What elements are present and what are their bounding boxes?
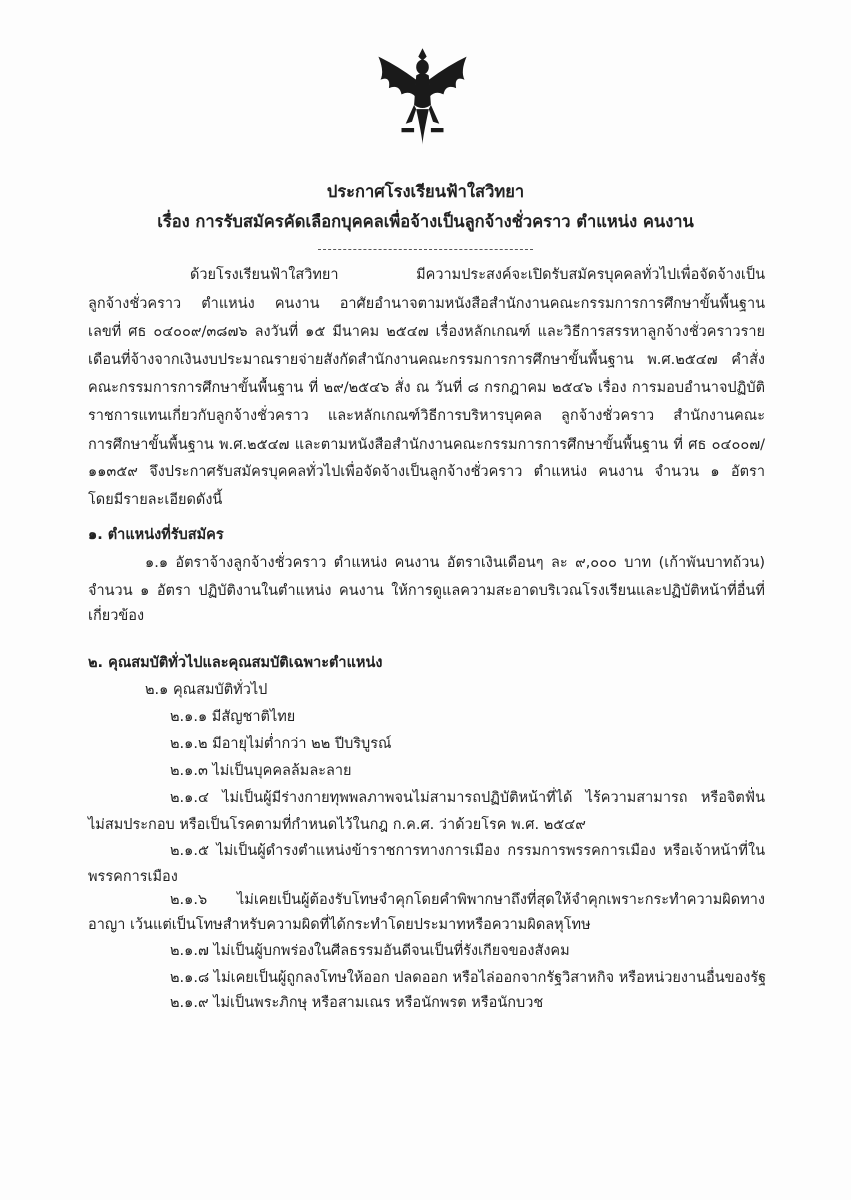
- intro-line: เลขที่ ศธ ๐๔๐๐๙/๓๘๗๖ ลงวันที่ ๑๕ มีนาคม ๒๕๔๗ เรื่องหลักเกณฑ์ และวิธีการสรรหาลูกจ้างชั่วคราวราย: [88, 324, 765, 340]
- section-2-line: อาญา เว้นแต่เป็นโทษสำหรับความผิดที่ได้กระทำโดยประมาทหรือความผิดลหุโทษ: [88, 917, 591, 933]
- intro-line: ๑๑๓๕๙ จึงประกาศรับสมัครบุคคลทั่วไปเพื่อจัดจ้างเป็นลูกจ้างชั่วคราว ตำแหน่ง คนงาน จำนวน ๑ อัตรา: [88, 464, 765, 480]
- intro-line: ราชการแทนเกี่ยวกับลูกจ้างชั่วคราว และหลักเกณฑ์วิธีการบริหารบุคคล ลูกจ้างชั่วคราว สำนักงานคณะ: [88, 408, 765, 424]
- intro-line: คณะกรรมการการศึกษาขั้นพื้นฐาน ที่ ๒๙/๒๕๔๖ สั่ง ณ วันที่ ๘ กรกฎาคม ๒๕๔๖ เรื่อง การมอบอำนาจปฏิบัติ: [88, 380, 765, 396]
- intro-line: โดยมีรายละเอียดดังนี้: [88, 492, 223, 508]
- section-2-heading: ๒. คุณสมบัติทั่วไปและคุณสมบัติเฉพาะตำแหน่ง: [88, 655, 383, 671]
- section-2-line: ๒.๑.๘ ไม่เคยเป็นผู้ถูกลงโทษให้ออก ปลดออก หรือไล่ออกจากรัฐวิสาหกิจ หรือหน่วยงานอื่นของรัฐ: [170, 970, 767, 986]
- document-title: ประกาศโรงเรียนฟ้าใสวิทยา: [326, 182, 525, 201]
- section-2-line: ๒.๑ คุณสมบัติทั่วไป: [145, 682, 268, 698]
- section-1-heading: ๑. ตำแหน่งที่รับสมัคร: [88, 527, 224, 543]
- section-2-line: ๒.๑.๒ มีอายุไม่ต่ำกว่า ๒๒ ปีบริบูรณ์: [170, 736, 392, 752]
- section-2-line: ๒.๑.๔ ไม่เป็นผู้มีร่างกายทุพพลภาพจนไม่สามารถปฏิบัติหน้าที่ได้ ไร้ความสามารถ หรือจิตฟั่น: [170, 790, 765, 806]
- section-2-line: ๒.๑.๑ มีสัญชาติไทย: [170, 709, 296, 725]
- section-2-line: ๒.๑.๗ ไม่เป็นผู้บกพร่องในศีลธรรมอันดีจนเป็นที่รังเกียจของสังคม: [170, 943, 570, 959]
- section-1-line: จำนวน ๑ อัตรา ปฏิบัติงานในตำแหน่ง คนงาน ให้การดูแลความสะอาดบริเวณโรงเรียนและปฏิบัติหน้าที่อื่นที่: [88, 583, 765, 599]
- title-divider: [318, 249, 533, 250]
- section-2-line: ๒.๑.๙ ไม่เป็นพระภิกษุ หรือสามเณร หรือนักพรต หรือนักบวช: [170, 995, 544, 1011]
- section-1-line: เกี่ยวข้อง: [88, 608, 145, 624]
- section-2-line: พรรคการเมือง: [88, 869, 178, 885]
- intro-line: ลูกจ้างชั่วคราว ตำแหน่ง คนงาน อาศัยอำนาจตามหนังสือสำนักงานคณะกรรมการการศึกษาขั้นพื้นฐาน: [88, 296, 765, 312]
- section-2-line: ๒.๑.๖ ไม่เคยเป็นผู้ต้องรับโทษจำคุกโดยคำพิพากษาถึงที่สุดให้จำคุกเพราะกระทำความผิดทาง: [170, 892, 765, 908]
- intro-line: การศึกษาขั้นพื้นฐาน พ.ศ.๒๕๔๗ และตามหนังสือสำนักงานคณะกรรมการการศึกษาขั้นพื้นฐาน ที่ ศธ ๐๔๐๐๗/: [88, 437, 765, 453]
- section-1-line: ๑.๑ อัตราจ้างลูกจ้างชั่วคราว ตำแหน่ง คนงาน อัตราเงินเดือนๆ ละ ๙,๐๐๐ บาท (เก้าพันบาทถ้วน): [145, 555, 765, 571]
- section-2-line: ๒.๑.๕ ไม่เป็นผู้ดำรงตำแหน่งข้าราชการทางการเมือง กรรมการพรรคการเมือง หรือเจ้าหน้าที่ใน: [170, 843, 765, 859]
- intro-line: ด้วยโรงเรียนฟ้าใสวิทยา มีความประสงค์จะเปิดรับสมัครบุคคลทั่วไปเพื่อจัดจ้างเป็น: [190, 267, 765, 283]
- section-2-line: ๒.๑.๓ ไม่เป็นบุคคลล้มละลาย: [170, 763, 352, 779]
- intro-line: เดือนที่จ้างจากเงินงบประมาณรายจ่ายสังกัดสำนักงานคณะกรรมการการศึกษาขั้นพื้นฐาน พ.ศ.๒๕๔๗ คำสั่ง: [88, 352, 765, 368]
- garuda-emblem-icon: [370, 44, 475, 149]
- section-2-line: ไม่สมประกอบ หรือเป็นโรคตามที่กำหนดไว้ในกฎ ก.ค.ศ. ว่าด้วยโรค พ.ศ. ๒๕๔๙: [88, 817, 586, 833]
- document-subject: เรื่อง การรับสมัครคัดเลือกบุคคลเพื่อจ้างเป็นลูกจ้างชั่วคราว ตำแหน่ง คนงาน: [157, 212, 694, 231]
